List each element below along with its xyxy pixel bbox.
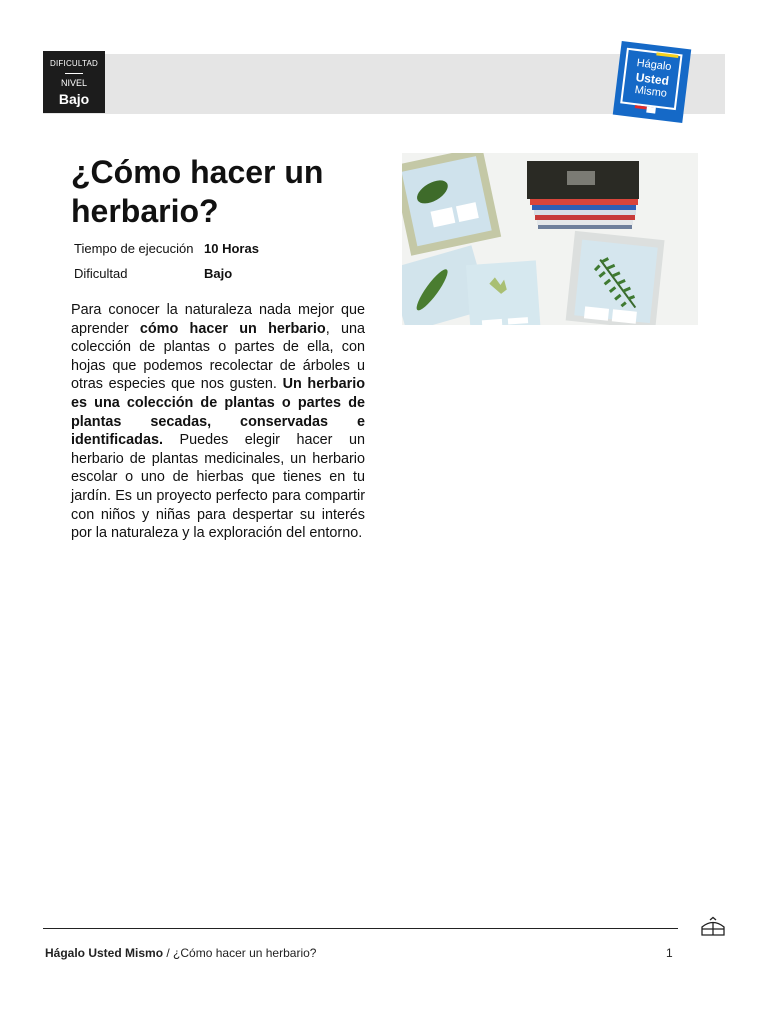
page-title: ¿Cómo hacer un herbario? xyxy=(71,154,324,229)
footer-separator: / xyxy=(163,946,174,960)
intro-bold-1: cómo hacer un herbario xyxy=(139,320,326,337)
house-icon xyxy=(700,916,726,938)
hagalo-usted-mismo-logo xyxy=(613,41,691,123)
footer-crumb: ¿Cómo hacer un herbario? xyxy=(173,946,317,960)
level-badge-value: Bajo xyxy=(58,91,90,107)
meta-difficulty-label: Dificultad xyxy=(74,266,128,281)
herbarium-photo xyxy=(402,153,698,325)
intro-text-3: Puedes elegir hacer un herbario de plantas medicinales, un herbario escolar o uno de hierbas que tienes en tu jardín. Es un proyecto perfecto para compartir con niños y niñas para despertar su interés por la naturaleza y la exploración del entorno. xyxy=(71,432,365,542)
difficulty-level-badge xyxy=(43,51,105,113)
meta-time-value: 10 Horas xyxy=(204,241,259,256)
logo-line-1: Hágalo xyxy=(636,57,673,74)
level-badge-sublabel: NIVEL xyxy=(60,78,87,88)
herbarium-illustration xyxy=(402,153,698,325)
intro-bold-2: Un herbario es una colección de plantas o partes de plantas secadas, conservadas e identificadas. xyxy=(71,376,365,449)
level-badge-divider xyxy=(65,73,83,74)
intro-text-1: Para conocer la naturaleza nada mejor que aprender xyxy=(71,302,365,337)
footer-breadcrumb xyxy=(45,946,316,960)
footer-brand: Hágalo Usted Mismo xyxy=(45,946,164,960)
logo-line-3: Mismo xyxy=(633,83,668,100)
logo-red-accent xyxy=(635,105,647,109)
logo-flag xyxy=(646,107,656,114)
footer-divider xyxy=(43,928,678,929)
meta-difficulty-value: Bajo xyxy=(204,266,233,281)
logo-line-2: Usted xyxy=(634,70,670,89)
level-badge-caption: DIFICULTAD xyxy=(50,59,98,68)
page-number: 1 xyxy=(666,946,673,960)
meta-time-label: Tiempo de ejecución xyxy=(74,241,194,256)
intro-paragraph xyxy=(71,301,365,543)
intro-text-2: , una colección de plantas o partes de ella, con hojas que podemos recolectar de árboles u otras especies que nos gusten. xyxy=(71,320,365,393)
